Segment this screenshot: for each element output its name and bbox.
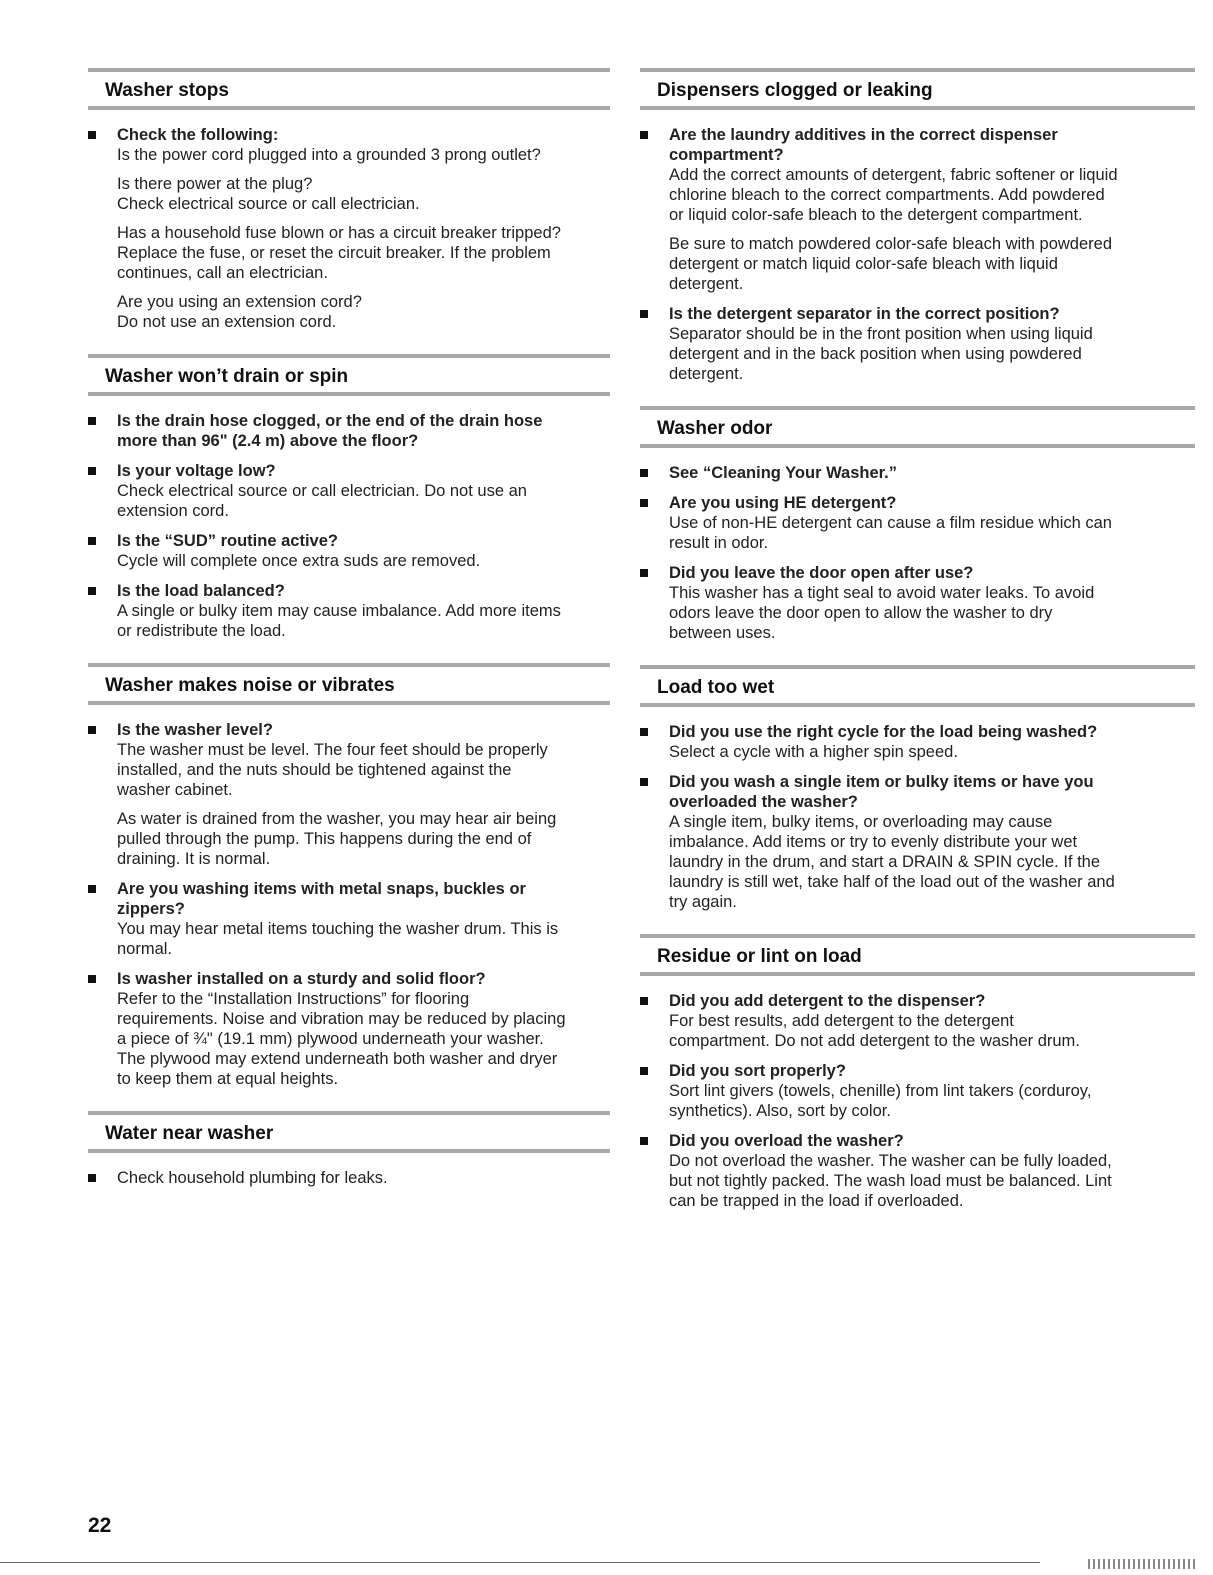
square-bullet-icon [88,975,96,983]
list-item [640,1131,1195,1211]
item-question: Are you washing items with metal snaps, buckles or zippers? [117,880,526,918]
section-header [88,354,610,396]
section-washer-odor [640,406,1195,643]
item-question: Did you sort properly? [669,1062,846,1080]
item-text: Select a cycle with a higher spin speed. [669,743,958,761]
section-load-too-wet [640,665,1195,912]
section-title: Residue or lint on load [657,946,862,967]
list-item [640,772,1195,912]
section-title: Washer stops [105,80,229,101]
section-title: Washer makes noise or vibrates [105,675,395,696]
item-list [88,1168,610,1188]
item-text: As water is drained from the washer, you may hear air being pulled through the pump. This happens during the end of draining. It is normal. [117,810,557,868]
square-bullet-icon [88,131,96,139]
item-list [88,125,610,332]
section-header [640,665,1195,707]
square-bullet-icon [640,310,648,318]
item-question: Are the laundry additives in the correct dispenser compartment? [669,126,1058,164]
item-text: Check household plumbing for leaks. [117,1169,388,1187]
item-text: Are you using an extension cord? Do not use an extension cord. [117,293,362,331]
square-bullet-icon [640,997,648,1005]
list-item [88,720,610,869]
list-item [88,531,610,571]
footer-rule [0,1562,1040,1563]
item-list [640,722,1195,912]
square-bullet-icon [640,469,648,477]
item-text: Check electrical source or call electrician. Do not use an extension cord. [117,482,527,520]
item-text: Add the correct amounts of detergent, fabric softener or liquid chlorine bleach to the correct compartments. Add powdered or liquid color-safe bleach to the detergent compartment. [669,166,1118,224]
corner-mark [1088,1559,1198,1569]
item-question: Did you overload the washer? [669,1132,904,1150]
item-text: Is the power cord plugged into a grounded 3 prong outlet? [117,146,541,164]
list-item [640,125,1195,294]
section-spacer [640,394,1195,406]
list-item [640,722,1195,762]
item-text: Be sure to match powdered color-safe bleach with powdered detergent or match liquid color-safe bleach with liquid detergent. [669,235,1112,293]
section-title: Washer won’t drain or spin [105,366,349,387]
left-column [88,68,610,1198]
square-bullet-icon [88,587,96,595]
square-bullet-icon [88,467,96,475]
section-header [88,663,610,705]
section-header [640,68,1195,110]
item-question: Is the detergent separator in the correct position? [669,305,1060,323]
right-column [640,68,1195,1221]
item-question: Are you using HE detergent? [669,494,897,512]
list-item [88,461,610,521]
item-question: See “Cleaning Your Washer.” [669,464,898,482]
item-question: Did you leave the door open after use? [669,564,974,582]
item-text: Has a household fuse blown or has a circuit breaker tripped? Replace the fuse, or reset the circuit breaker. If the problem continues, call an electrician. [117,224,561,282]
list-item [640,1061,1195,1121]
section-water-near-washer [88,1111,610,1188]
list-item [88,969,610,1089]
square-bullet-icon [640,569,648,577]
section-washer-stops [88,68,610,332]
list-item [88,1168,610,1188]
item-question: Is the drain hose clogged, or the end of the drain hose more than 96" (2.4 m) above the floor? [117,412,543,450]
section-header [640,934,1195,976]
section-spacer [640,922,1195,934]
item-text: Do not overload the washer. The washer can be fully loaded, but not tightly packed. The wash load must be balanced. Lint can be trapped in the load if overloaded. [669,1152,1112,1210]
item-text: Cycle will complete once extra suds are removed. [117,552,481,570]
section-washer-won-t-drain-or-spin [88,354,610,641]
square-bullet-icon [640,499,648,507]
section-washer-makes-noise-or-vibrates [88,663,610,1089]
item-question: Did you add detergent to the dispenser? [669,992,986,1010]
section-dispensers-clogged-or-leaking [640,68,1195,384]
item-text: Separator should be in the front position when using liquid detergent and in the back position when using powdered detergent. [669,325,1093,383]
square-bullet-icon [88,885,96,893]
list-item [640,304,1195,384]
square-bullet-icon [640,1137,648,1145]
item-text: A single item, bulky items, or overloading may cause imbalance. Add items or try to evenly distribute your wet laundry in the drum, and start a DRAIN & SPIN cycle. If the laundry is still wet, take half of the load out of the washer and try again. [669,813,1115,911]
section-residue-or-lint-on-load [640,934,1195,1211]
list-item [640,563,1195,643]
square-bullet-icon [640,778,648,786]
item-question: Is washer installed on a sturdy and solid floor? [117,970,486,988]
section-title: Load too wet [657,677,775,698]
list-item [88,125,610,332]
item-question: Is the washer level? [117,721,273,739]
item-list [88,720,610,1089]
item-text: The washer must be level. The four feet should be properly installed, and the nuts should be tightened against the washer cabinet. [117,741,548,799]
section-spacer [88,342,610,354]
item-text: Is there power at the plug? Check electrical source or call electrician. [117,175,420,213]
list-item [640,991,1195,1051]
item-question: Check the following: [117,126,279,144]
item-text: This washer has a tight seal to avoid water leaks. To avoid odors leave the door open to allow the washer to dry between uses. [669,584,1095,642]
list-item [88,411,610,451]
square-bullet-icon [640,728,648,736]
section-header [88,1111,610,1153]
item-list [88,411,610,641]
list-item [640,493,1195,553]
square-bullet-icon [640,1067,648,1075]
square-bullet-icon [88,417,96,425]
item-list [640,125,1195,384]
section-title: Water near washer [105,1123,274,1144]
list-item [88,581,610,641]
item-list [640,463,1195,643]
section-header [640,406,1195,448]
section-header [88,68,610,110]
list-item [88,879,610,959]
item-text: Refer to the “Installation Instructions” for flooring requirements. Noise and vibration may be reduced by placing a piece of ¾" (19.1 mm) plywood underneath your washer. The plywood may extend underneath both washer and dryer to keep them at equal heights. [117,990,566,1088]
item-list [640,991,1195,1211]
section-title: Dispensers clogged or leaking [657,80,933,101]
item-text: A single or bulky item may cause imbalance. Add more items or redistribute the load. [117,602,561,640]
square-bullet-icon [640,131,648,139]
page-number: 22 [88,1514,112,1537]
item-text: For best results, add detergent to the detergent compartment. Do not add detergent to the washer drum. [669,1012,1080,1050]
item-question: Did you wash a single item or bulky items or have you overloaded the washer? [669,773,1094,811]
section-spacer [88,651,610,663]
square-bullet-icon [88,537,96,545]
square-bullet-icon [88,726,96,734]
list-item [640,463,1195,483]
section-spacer [88,1099,610,1111]
item-question: Is the load balanced? [117,582,285,600]
item-question: Is your voltage low? [117,462,276,480]
item-text: Sort lint givers (towels, chenille) from lint takers (corduroy, synthetics). Also, sort by color. [669,1082,1092,1120]
item-text: You may hear metal items touching the washer drum. This is normal. [117,920,559,958]
item-text: Use of non-HE detergent can cause a film residue which can result in odor. [669,514,1112,552]
section-title: Washer odor [657,418,773,439]
item-question: Did you use the right cycle for the load being washed? [669,723,1098,741]
square-bullet-icon [88,1174,96,1182]
section-spacer [640,653,1195,665]
item-question: Is the “SUD” routine active? [117,532,338,550]
